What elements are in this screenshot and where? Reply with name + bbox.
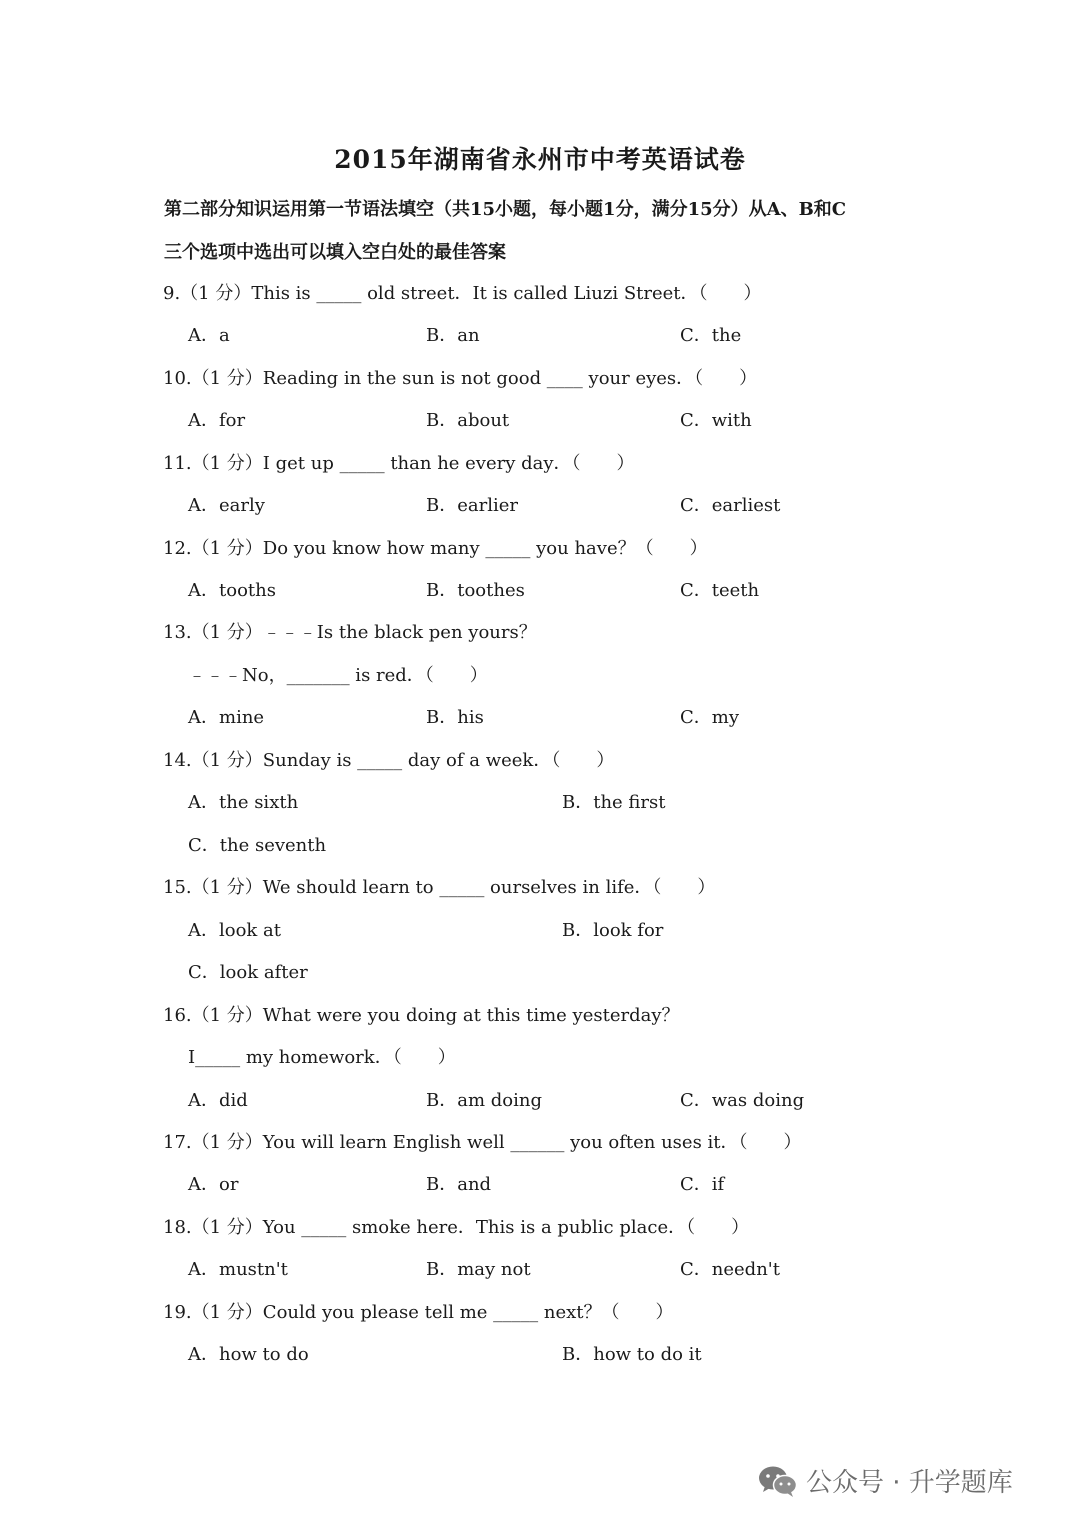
- option-10c: C．with: [680, 410, 752, 431]
- section-line-1: 第二部分知识运用第一节语法填空（共15小题，每小题1分，满分15分）从A、B和C: [164, 199, 847, 220]
- question-9: 9.（1 分）This is _____ old street．It is called Liuzi Street．（ ）: [163, 283, 762, 304]
- option-9a: A．a: [188, 325, 230, 346]
- option-15b: B．look for: [562, 920, 664, 941]
- option-18c: C．needn't: [680, 1259, 780, 1280]
- option-14c: C．the seventh: [188, 835, 327, 856]
- question-19: 19.（1 分）Could you please tell me _____ next？（ ）: [163, 1302, 674, 1323]
- option-10b: B．about: [426, 410, 510, 431]
- question-17: 17.（1 分）You will learn English well ______ you often uses it．（ ）: [163, 1132, 802, 1153]
- option-13c: C．my: [680, 707, 740, 728]
- option-17c: C．if: [680, 1174, 725, 1195]
- question-16: 16.（1 分）What were you doing at this time yesterday？: [163, 1005, 680, 1026]
- option-11a: A．early: [188, 495, 265, 516]
- question-10: 10.（1 分）Reading in the sun is not good ____ your eyes．（ ）: [163, 368, 758, 389]
- option-19a: A．how to do: [188, 1344, 309, 1365]
- option-13a: A．mine: [188, 707, 265, 728]
- question-14: 14.（1 分）Sunday is _____ day of a week．（ ）: [163, 750, 615, 771]
- question-13: 13.（1 分）﹣﹣﹣Is the black pen yours？: [163, 622, 537, 643]
- option-9b: B．an: [426, 325, 480, 346]
- question-18: 18.（1 分）You _____ smoke here．This is a public place．（ ）: [163, 1217, 750, 1238]
- option-15a: A．look at: [188, 920, 282, 941]
- option-18a: A．mustn't: [188, 1259, 288, 1280]
- option-11b: B．earlier: [426, 495, 518, 516]
- option-17b: B．and: [426, 1174, 492, 1195]
- option-15c: C．look after: [188, 962, 308, 983]
- option-13b: B．his: [426, 707, 484, 728]
- option-17a: A．or: [188, 1174, 239, 1195]
- option-10a: A．for: [188, 410, 246, 431]
- section-line-2: 三个选项中选出可以填入空白处的最佳答案: [164, 242, 506, 263]
- option-19b: B．how to do it: [562, 1344, 702, 1365]
- option-16a: A．did: [188, 1090, 248, 1111]
- option-18b: B．may not: [426, 1259, 531, 1280]
- watermark-text: 公众号 · 升学题库: [806, 1468, 1013, 1498]
- wechat-icon: [758, 1464, 798, 1498]
- option-12b: B．toothes: [426, 580, 525, 601]
- option-12c: C．teeth: [680, 580, 760, 601]
- section-instructions: [164, 188, 944, 274]
- option-16c: C．was doing: [680, 1090, 805, 1111]
- question-13-reply: ﹣﹣﹣No，_______ is red．（ ）: [188, 665, 488, 686]
- question-11: 11.（1 分）I get up _____ than he every day．（ ）: [163, 453, 635, 474]
- option-9c: C．the: [680, 325, 742, 346]
- option-11c: C．earliest: [680, 495, 781, 516]
- option-16b: B．am doing: [426, 1090, 542, 1111]
- option-12a: A．tooths: [188, 580, 276, 601]
- option-14a: A．the sixth: [188, 792, 299, 813]
- question-16-reply: I_____ my homework．（ ）: [188, 1047, 456, 1068]
- question-15: 15.（1 分）We should learn to _____ ourselves in life．（ ）: [163, 877, 716, 898]
- page-title: 2015年湖南省永州市中考英语试卷: [334, 145, 746, 174]
- wechat-watermark: [758, 1462, 1013, 1499]
- question-12: 12.（1 分）Do you know how many _____ you have？（ ）: [163, 538, 708, 559]
- option-14b: B．the first: [562, 792, 666, 813]
